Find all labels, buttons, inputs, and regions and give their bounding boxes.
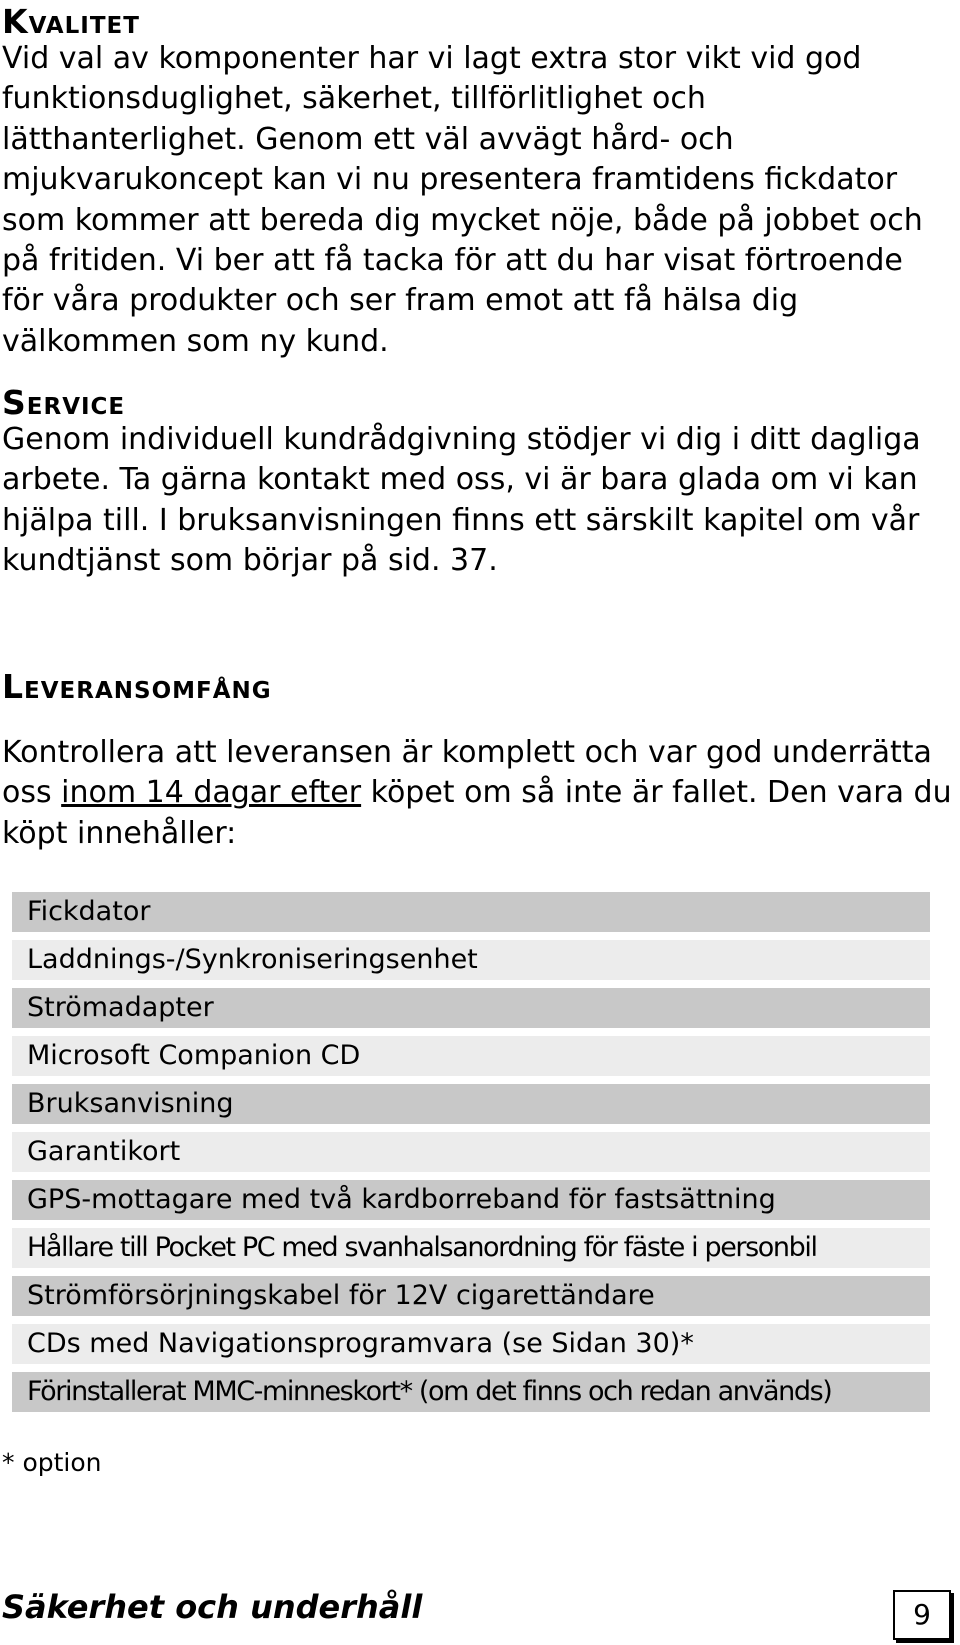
list-item: Strömadapter [12, 988, 930, 1028]
list-item: Strömförsörjningskabel för 12V cigarettändare [12, 1276, 930, 1316]
list-item: Laddnings-/Synkroniseringsenhet [12, 940, 930, 980]
list-item: CDs med Navigationsprogramvara (se Sidan 30)* [12, 1324, 930, 1364]
list-item: Fickdator [12, 892, 930, 932]
list-item: GPS-mottagare med två kardborreband för fastsättning [12, 1180, 930, 1220]
delivery-text-end: köpet om så inte är fallet. Den vara du köpt innehåller: [2, 775, 952, 851]
list-item: Hållare till Pocket PC med svanhalsanordning för fäste i personbil [12, 1228, 930, 1268]
paragraph-service: Genom individuell kundrådgivning stödjer vi dig i ditt dagliga arbete. Ta gärna kontakt med oss, vi är bara glada om vi kan hjälpa till. I bruksanvisningen finns ett särskilt kapitel om vår kundtjänst som börjar på sid. 37. [2, 422, 921, 579]
list-item: Garantikort [12, 1132, 930, 1172]
list-item: Förinstallerat MMC-minneskort* (om det finns och redan används) [12, 1372, 930, 1412]
paragraph-leveransomfang [2, 733, 952, 854]
delivery-deadline-underlined: inom 14 dagar efter [61, 775, 362, 811]
list-item: Bruksanvisning [12, 1084, 930, 1124]
delivery-contents-list [12, 892, 930, 1420]
heading-kvalitet: Kvalitet [2, 2, 140, 41]
heading-service: Service [2, 383, 126, 422]
footnote: * option [2, 1448, 102, 1477]
paragraph-kvalitet: Vid val av komponenter har vi lagt extra stor vikt vid god funktionsduglighet, säkerhet, tillförlitlighet och lätthanterlighet. Genom ett väl avvägt hård- och mjukvarukoncept kan vi nu presentera framtidens fickdator som kommer att bereda dig mycket nöje, både på jobbet och på fritiden. Vi ber att få tacka för att du har visat förtroende för våra produkter och ser fram emot att få hälsa dig välkommen som ny kund. [2, 41, 923, 359]
heading-leveransomfang: Leveransomfång [2, 667, 272, 706]
delivery-text-start: Kontrollera att leveransen är komplett och var god underrätta oss [2, 735, 932, 811]
footer-title: Säkerhet och underhåll [2, 1588, 423, 1626]
page-number: 9 [893, 1590, 951, 1640]
list-item: Microsoft Companion CD [12, 1036, 930, 1076]
